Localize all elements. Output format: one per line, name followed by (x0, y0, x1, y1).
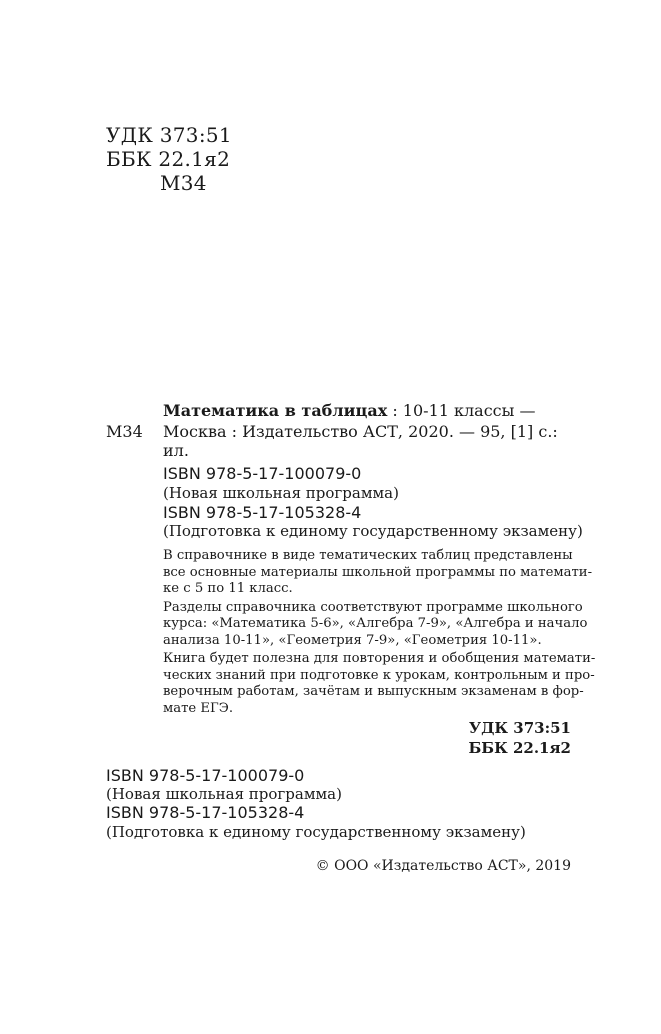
annotation-p1-l3: ке с 5 по 11 класс. (163, 581, 293, 596)
copyright: © ООО «Издательство АСТ», 2019 (315, 858, 571, 874)
bbk-code-bottom: ББК 22.1я2 (468, 739, 571, 757)
annotation-p3-l2: ческих знаний при подготовке к урокам, контрольным и про- (163, 667, 595, 683)
udk-code-bottom: УДК 373:51 (468, 719, 571, 737)
annotation-p3-l1: Книга будет полезна для повторения и обобщения математи- (163, 651, 596, 666)
annotation-p1-l1: В справочнике в виде тематических таблиц представлены (163, 548, 573, 563)
author-mark-card: М34 (106, 422, 143, 441)
book-title-line (163, 401, 535, 420)
annotation-p2-l2: курса: «Математика 5-6», «Алгебра 7-9», «Алгебра и начало (163, 616, 588, 631)
imprint-line-2: ил. (163, 441, 189, 460)
annotation (163, 548, 596, 717)
isbn-1-card: ISBN 978-5-17-100079-0 (163, 464, 362, 483)
isbn-2-card: ISBN 978-5-17-105328-4 (163, 503, 362, 522)
udk-code-top: УДК 373:51 (106, 123, 232, 147)
annotation-p2-l3: анализа 10-11», «Геометрия 7-9», «Геометрия 10-11». (163, 632, 542, 648)
annotation-p3-l4: мате ЕГЭ. (163, 700, 234, 716)
series-2-bottom: (Подготовка к единому государственному экзамену) (106, 823, 526, 841)
annotation-p3-l3: верочным работам, зачётам и выпускным экзаменам в фор- (163, 684, 584, 699)
author-mark-top: М34 (160, 171, 207, 195)
book-title-rest: : 10-11 классы — (387, 401, 536, 420)
series-1-bottom: (Новая школьная программа) (106, 785, 342, 803)
annotation-p2-l1: Разделы справочника соответствуют программе школьного (163, 599, 583, 615)
series-1-card: (Новая школьная программа) (163, 484, 399, 502)
series-2-card: (Подготовка к единому государственному экзамену) (163, 522, 583, 540)
book-title: Математика в таблицах (163, 401, 388, 420)
isbn-2-bottom: ISBN 978-5-17-105328-4 (106, 803, 305, 822)
imprint-line-1: Москва : Издательство АСТ, 2020. — 95, [1] с.: (163, 422, 558, 441)
isbn-1-bottom: ISBN 978-5-17-100079-0 (106, 766, 305, 785)
annotation-p1-l2: все основные материалы школьной программы по математи- (163, 564, 593, 580)
bbk-code-top: ББК 22.1я2 (106, 147, 231, 171)
